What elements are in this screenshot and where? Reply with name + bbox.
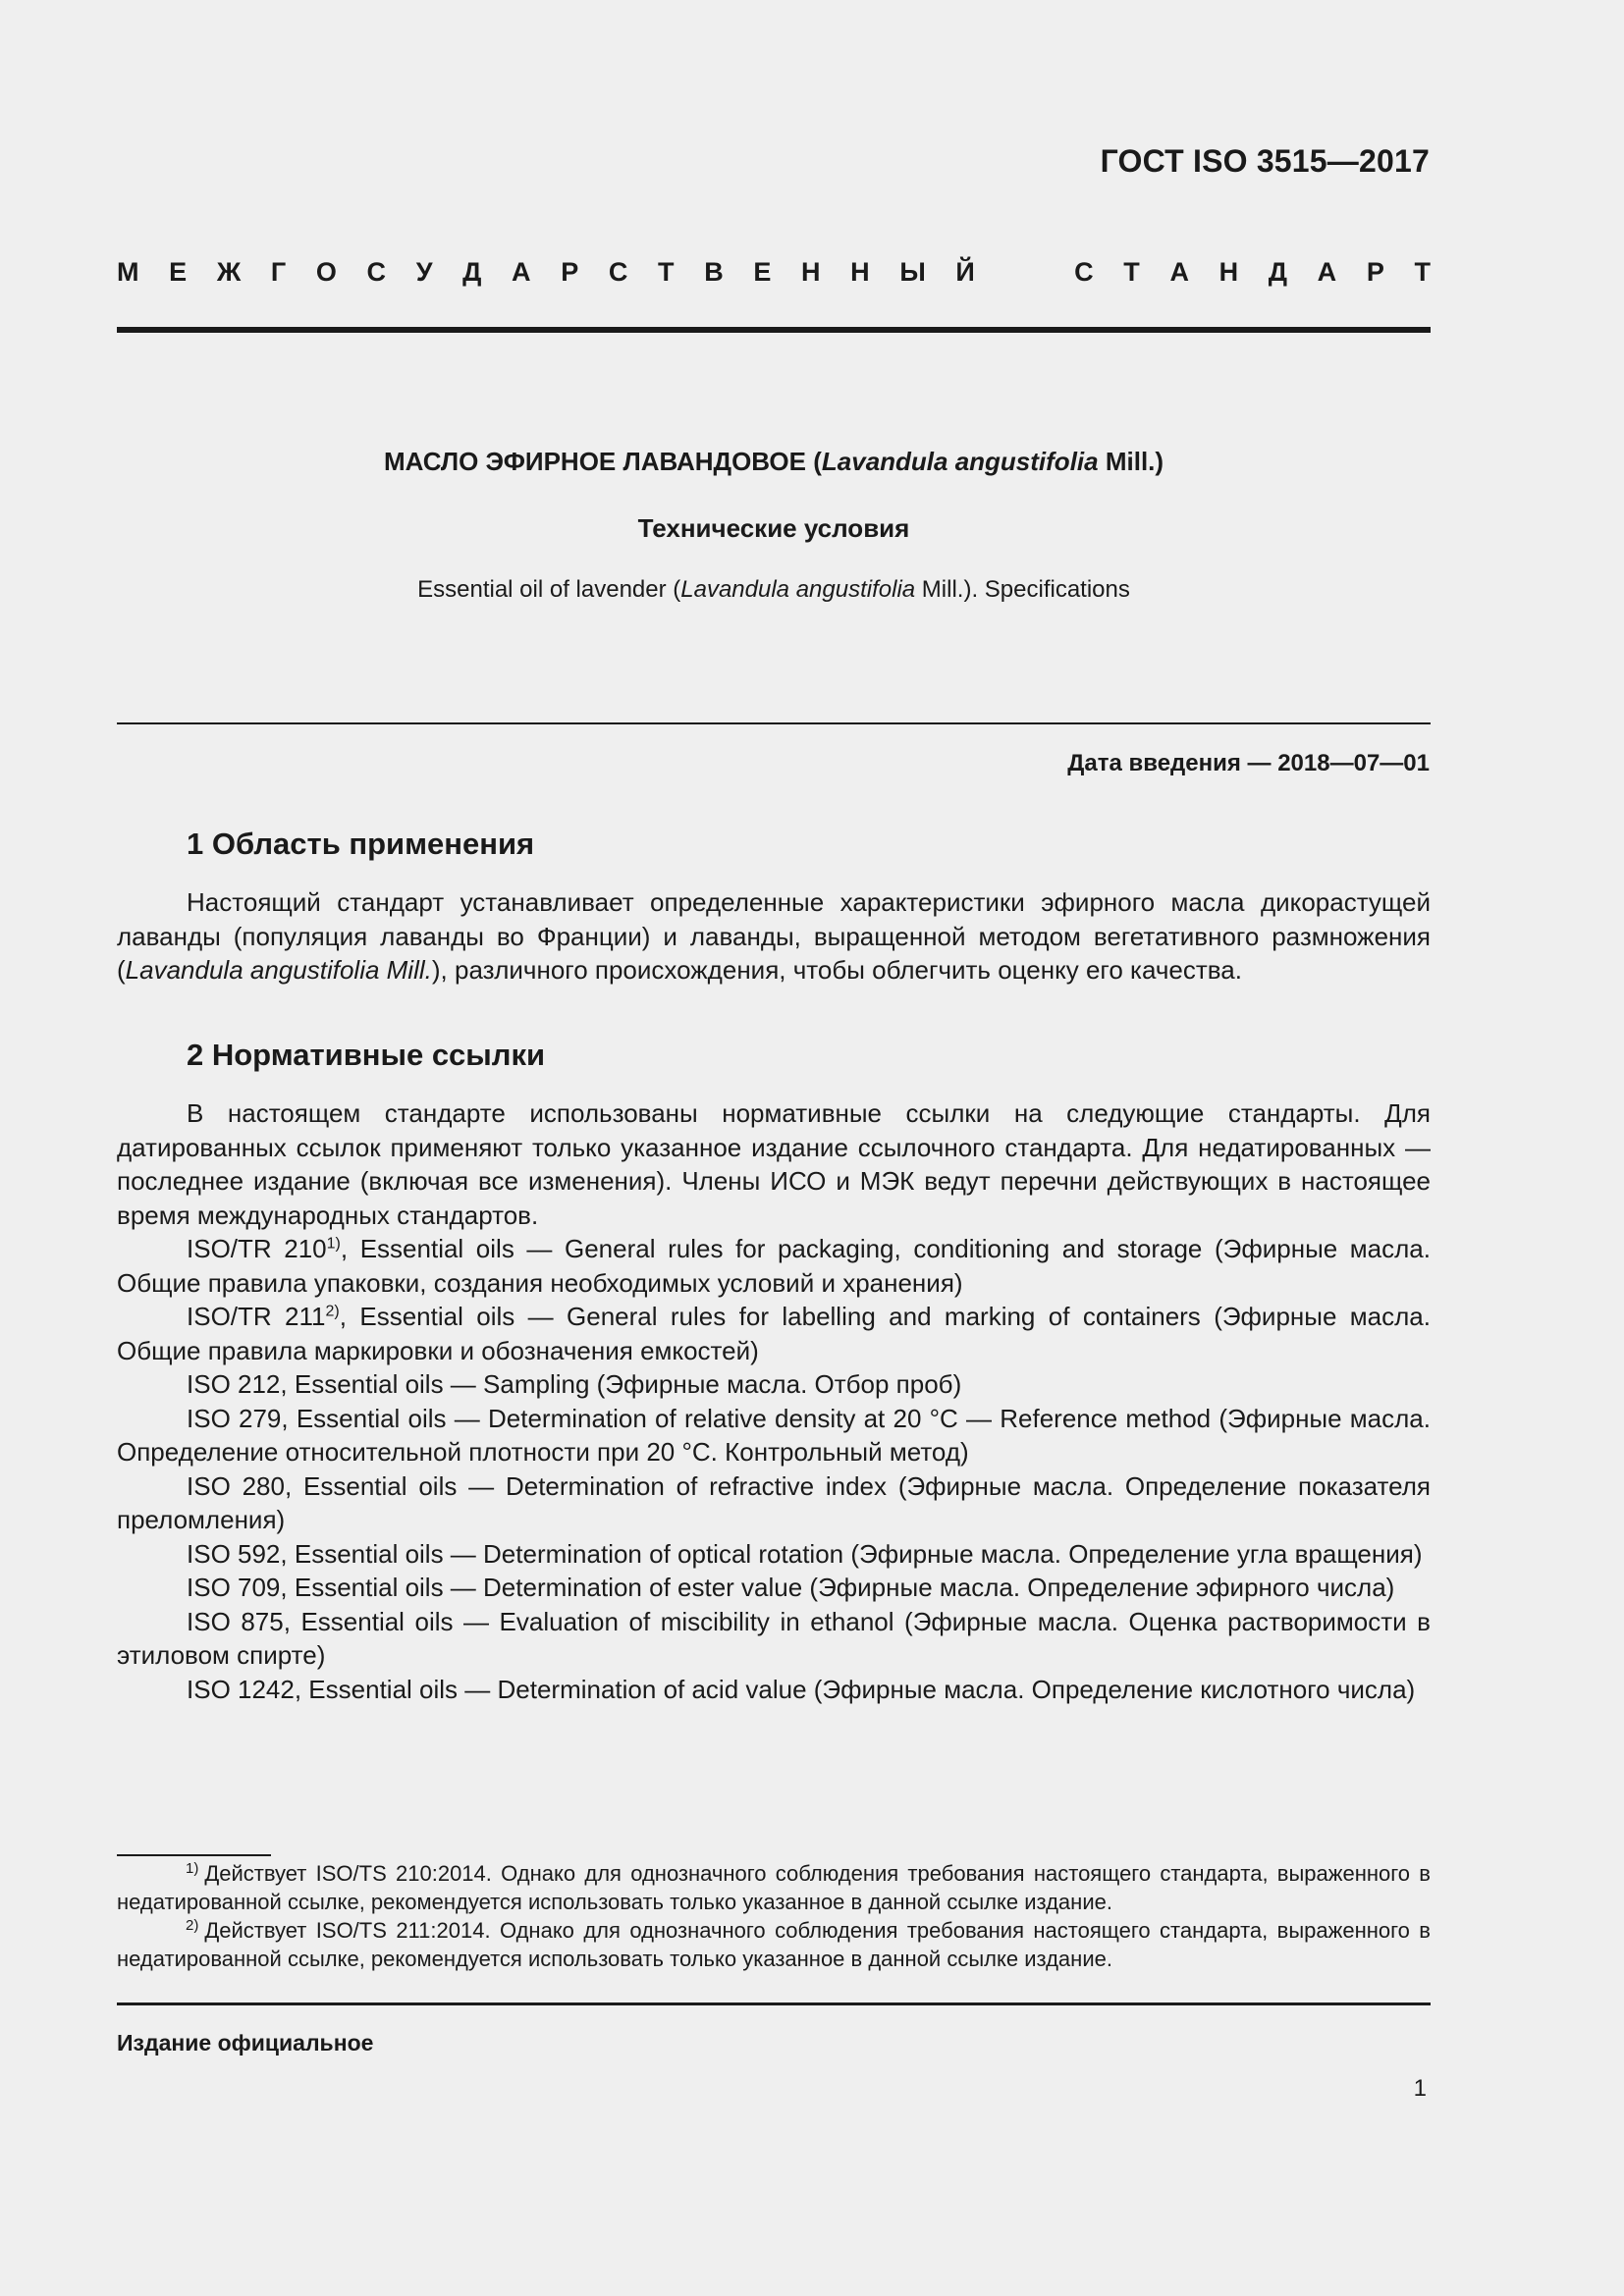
footnote-mark[interactable]: 1) [326,1235,341,1253]
title-text: Essential oil of lavender ( [417,576,681,603]
letter: А [1169,257,1189,287]
ref-code: ISO/TR 210 [187,1234,327,1263]
reference-item [117,1673,1431,1707]
letter: С [608,257,628,287]
reference-item [117,1300,1431,1367]
reference-item [117,1605,1431,1673]
letter: Т [1123,257,1140,287]
edition-label: Издание официальное [117,2030,374,2056]
title-text: Mill.) [1098,447,1164,476]
letter: Р [561,257,579,287]
latin-name: Lavandula angustifolia Mill. [125,955,432,985]
letter: О [315,257,337,287]
ref-code: ISO 280 [187,1470,285,1501]
letter: С [366,257,387,287]
letter: М [117,257,139,287]
ref-code: ISO 1242 [187,1674,295,1704]
title-latin: Lavandula angustifolia [821,447,1099,476]
footnote [117,1916,1431,1973]
document-subtitle: Технические условия [637,513,910,543]
section-heading: 2 Нормативные ссылки [187,1038,546,1072]
title-divider [117,722,1431,724]
paragraph: В настоящем стандарте использованы нормативные ссылки на следующие стандарты. Для датированных ссылок применяют только указанное издание ссылочного стандарта. Для недатированных — последнее издание (включая все изменения). Члены ИСО и МЭК ведут перечни действующих в настоящее время международных стандартов. [117,1098,1431,1230]
section-heading: 1 Область применения [187,827,535,861]
letter: Г [270,257,287,287]
letter: Е [753,257,772,287]
letter: Й [955,257,975,287]
ref-code: ISO 709 [187,1573,281,1602]
reference-item [117,1402,1431,1469]
letter: У [415,257,433,287]
ref-text: , Essential oils — Determination of refractive index (Эфирные масла. Определение показателя преломления) [117,1470,1431,1534]
reference-item [117,1367,1431,1402]
letter: Ж [216,257,242,287]
letter: Д [462,257,482,287]
ref-text: , Essential oils — General rules for labelling and marking of containers (Эфирные масла. Общие правила маркировки и обозначения емкостей) [117,1302,1431,1365]
letter: А [1317,257,1337,287]
reference-item [117,1537,1431,1572]
page-number: 1 [1413,2075,1427,2102]
letter: С [1074,257,1094,287]
footnote-text: Действует ISO/TS 210:2014. Однако для однозначного соблюдения требования настоящего стандарта, выраженного в недатированной ссылке, рекомендуется использовать только указанное в данной ссылке издание. [117,1861,1431,1914]
document-title-en [117,576,1431,604]
title-text: Mill.). Specifications [915,576,1130,603]
standard-category-heading [117,257,1431,288]
header-divider [117,327,1431,333]
ref-text: , Essential oils — General rules for packaging, conditioning and storage (Эфирные масла. Общие правила упаковки, создания необходимых условий и хранения) [117,1234,1431,1298]
ref-text: , Essential oils — Determination of relative density at 20 °C — Reference method (Эфирные масла. Определение относительной плотности при 20 °C. Контрольный метод) [117,1403,1431,1467]
paragraph [117,885,1431,988]
ref-text: , Essential oils — Determination of acid value (Эфирные масла. Определение кислотного числа) [294,1674,1416,1704]
document-code: ГОСТ ISO 3515—2017 [1100,143,1430,179]
ref-code: ISO 212 [187,1369,281,1399]
footnote-mark: 2) [186,1916,199,1934]
section-2-body [117,1096,1431,1706]
section-1-body [117,885,1431,988]
footnote-text: Действует ISO/TS 211:2014. Однако для однозначного соблюдения требования настоящего стандарта, выраженного в недатированной ссылке, рекомендуется использовать только указанное в данной ссылке издание. [117,1918,1431,1971]
letter: А [512,257,531,287]
footnote [117,1859,1431,1916]
letter: Д [1268,257,1288,287]
reference-item [117,1232,1431,1300]
letter: Н [801,257,821,287]
text: Настоящий стандарт устанавливает определенные характеристики эфирного масла дикорастущей лаванды (популяция лаванды во Франции) и лаванды, выращенной методом вегетативного размножения ( [117,887,1431,985]
document-title-ru [117,447,1431,477]
letter: В [704,257,724,287]
ref-text: , Essential oils — Determination of ester value (Эфирные масла. Определение эфирного числа) [280,1573,1395,1602]
ref-text: , Essential oils — Determination of optical rotation (Эфирные масла. Определение угла вращения) [280,1538,1423,1569]
letter: Е [169,257,188,287]
reference-item [117,1571,1431,1605]
footnote-mark[interactable]: 2) [325,1303,340,1320]
reference-item [117,1469,1431,1537]
footer-divider [117,2002,1431,2005]
letter: Т [658,257,675,287]
ref-code: ISO 875 [187,1606,284,1636]
letter: Н [850,257,870,287]
word-gap [1004,257,1044,288]
ref-code: ISO 592 [187,1538,281,1569]
title-latin: Lavandula angustifolia [680,576,916,603]
ref-code: ISO 279 [187,1403,282,1433]
footnote-mark: 1) [186,1859,199,1877]
ref-code: ISO/TR 211 [187,1302,326,1331]
footnote-separator [117,1854,271,1856]
letter: Т [1414,257,1431,287]
introduction-date: Дата введения — 2018—07—01 [1067,750,1430,776]
ref-text: , Essential oils — Evaluation of miscibility in ethanol (Эфирные масла. Оценка растворимости в этиловом спирте) [117,1606,1431,1670]
text: ), различного происхождения, чтобы облегчить оценку его качества. [431,955,1242,985]
title-text: МАСЛО ЭФИРНОЕ ЛАВАНДОВОЕ ( [383,447,822,476]
letter: Р [1366,257,1384,287]
letter: Н [1218,257,1239,287]
letter: Ы [899,257,926,287]
footnotes [117,1859,1431,1973]
ref-text: , Essential oils — Sampling (Эфирные масла. Отбор проб) [280,1369,962,1399]
